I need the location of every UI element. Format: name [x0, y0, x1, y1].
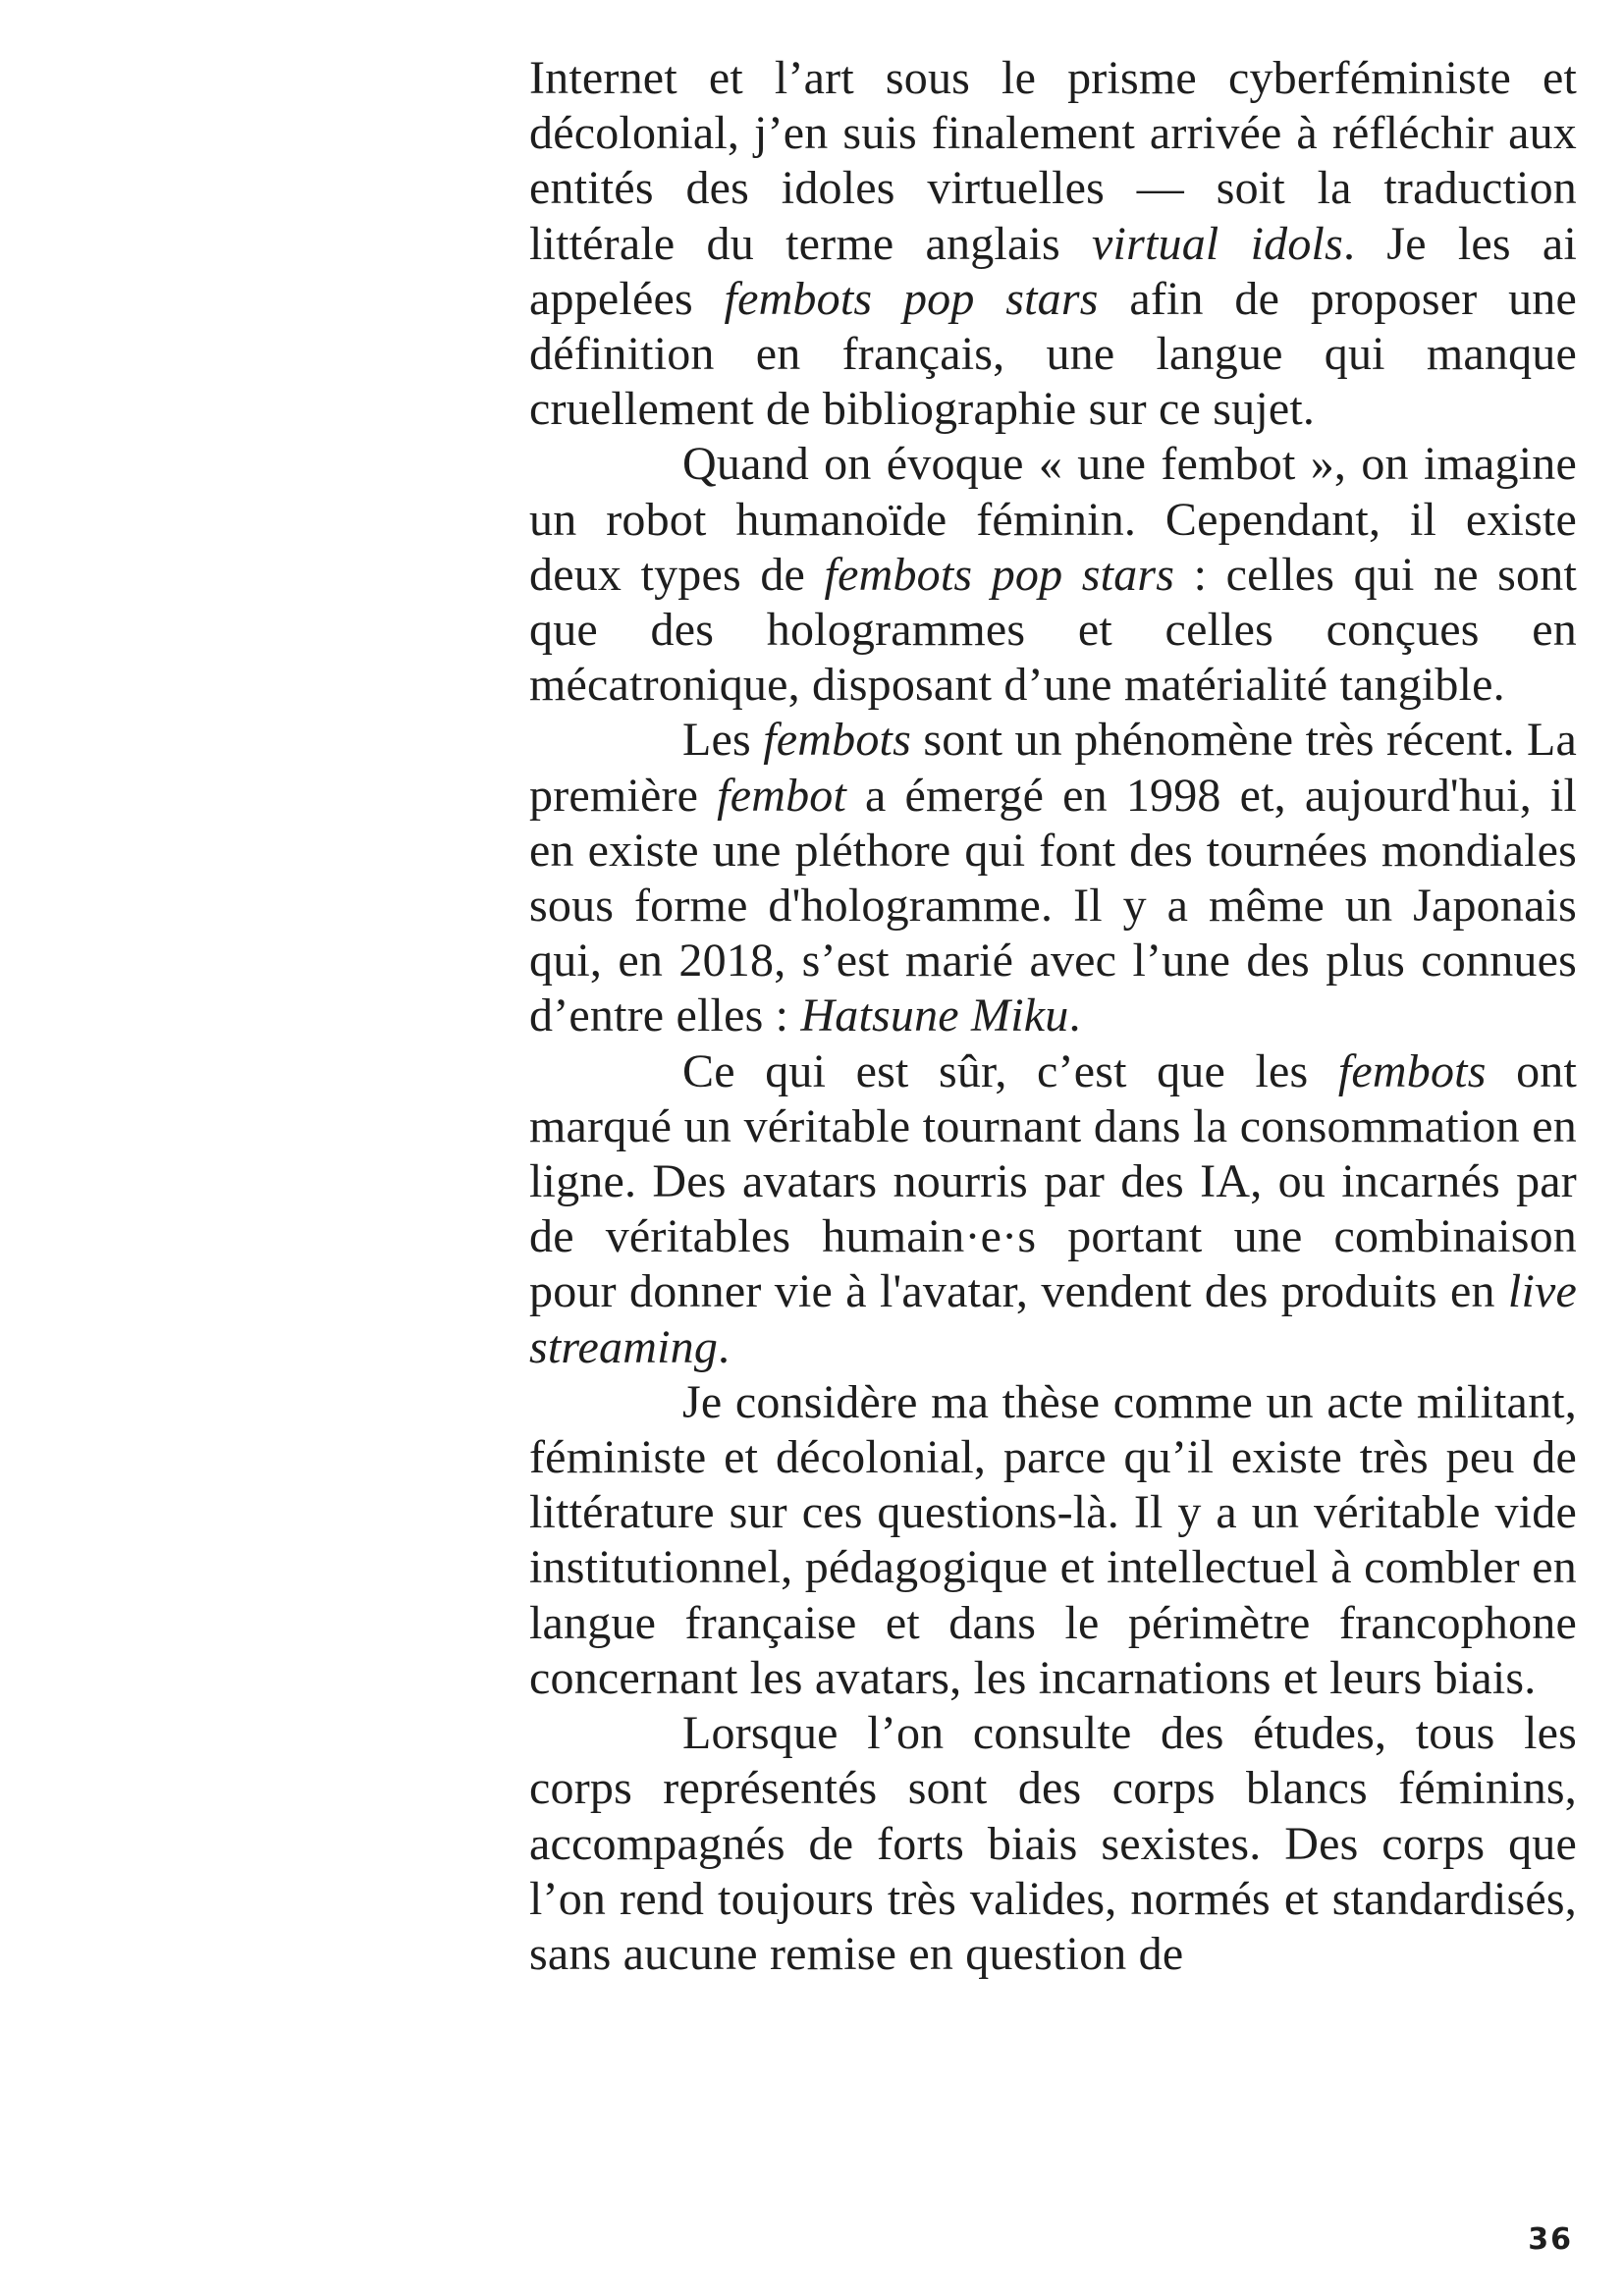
- text-run: Lorsque l’on consulte des études, tous les corps représentés sont des corps blancs féminins, accompagnés de forts biais sexistes. Des corps que l’on rend toujours très valides, normés et standardisés, sans aucune remise en question de: [529, 1707, 1577, 1980]
- paragraph: [529, 1375, 1577, 1706]
- text-run: Internet et l’art sous le prisme cyberféministe et décolonial, j’en suis finalement arrivée à réfléchir aux entités des idoles virtuelles — soit la traduction littérale du terme anglais: [529, 52, 1577, 270]
- text-run: ont marqué un véritable tournant dans la consommation en ligne. Des avatars nourris par des IA, ou incarnés par de véritables humain·e·s portant une combinaison pour donner vie à l'avatar, vendent des produits en: [529, 1044, 1578, 1318]
- italic-term: virtual idols: [1092, 217, 1343, 270]
- text-run: . Je les ai appelées: [529, 217, 1577, 325]
- paragraph: [529, 713, 1577, 1043]
- text-run: : celles qui ne sont que des hologrammes et celles conçues en mécatronique, disposant d’une matérialité tangible.: [529, 548, 1577, 712]
- text-run: Quand on évoque « une fembot », on imagine un robot humanoïde féminin. Cependant, il existe deux types de: [529, 438, 1577, 601]
- italic-term: fembots: [763, 714, 911, 767]
- italic-term: fembots pop stars: [824, 548, 1175, 601]
- paragraph: [529, 1706, 1577, 1982]
- italic-term: fembots pop stars: [724, 272, 1099, 325]
- paragraph: [529, 51, 1577, 437]
- paragraph: [529, 437, 1577, 713]
- italic-term: Hatsune Miku: [800, 989, 1069, 1042]
- text-run: sont un phénomène très récent. La première: [529, 714, 1578, 822]
- italic-term: fembot: [717, 769, 847, 822]
- body-text: [529, 51, 1577, 1982]
- page-number: 36: [1528, 2222, 1573, 2257]
- italic-term: fembots: [1337, 1044, 1487, 1097]
- paragraph: [529, 1044, 1577, 1375]
- text-run: afin de proposer une définition en français, une langue qui manque cruellement de bibliographie sur ce sujet.: [529, 272, 1577, 436]
- text-run: Je considère ma thèse comme un acte militant, féministe et décolonial, parce qu’il existe très peu de littérature sur ces questions-là. Il y a un véritable vide institutionnel, pédagogique et intellectuel à combler en langue française et dans le périmètre francophone concernant les avatars, les incarnations et leurs biais.: [529, 1375, 1577, 1704]
- italic-term: live streaming: [529, 1265, 1577, 1373]
- text-run: Les: [682, 714, 764, 767]
- text-run: Ce qui est sûr, c’est que les: [682, 1044, 1338, 1097]
- text-run: .: [718, 1320, 731, 1373]
- text-run: .: [1068, 989, 1081, 1042]
- text-run: a émergé en 1998 et, aujourd'hui, il en existe une pléthore qui font des tournées mondiales sous forme d'hologramme. Il y a même un Japonais qui, en 2018, s’est marié avec l’une des plus connues d’entre elles :: [529, 769, 1577, 1042]
